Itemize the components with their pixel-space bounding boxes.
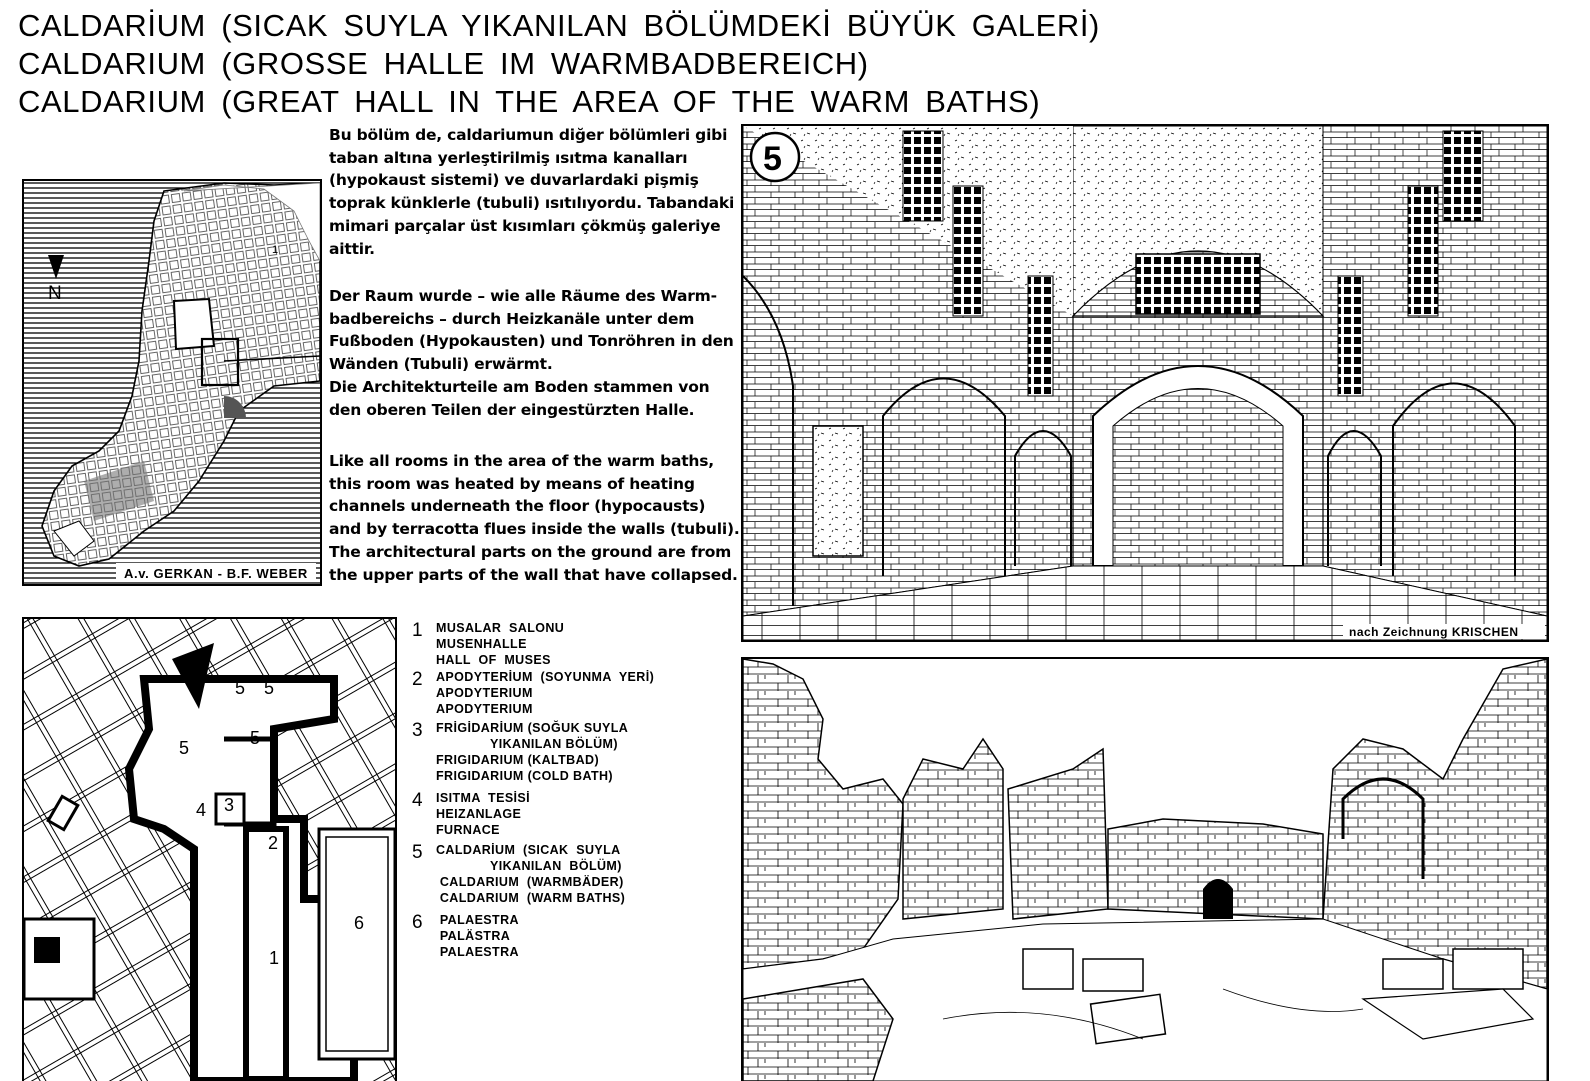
site-map-credit: A.v. GERKAN - B.F. WEBER bbox=[124, 566, 308, 581]
north-label: N bbox=[48, 283, 62, 304]
bath-plan bbox=[22, 617, 397, 1081]
legend-text: FRİGİDARİUM (SOĞUK SUYLA YIKANILAN BÖLÜM) FRIGIDARIUM (KALTBAD) FRIGIDARIUM (COLD BATH) bbox=[436, 721, 629, 783]
legend-text: MUSALAR SALONU MUSENHALLE HALL OF MUSES bbox=[436, 621, 565, 667]
plan-label-4: 4 bbox=[196, 800, 207, 820]
reconstruction-credit: nach Zeichnung KRISCHEN bbox=[1349, 625, 1519, 639]
view-number: 5 bbox=[763, 140, 782, 178]
plan-label-5b: 5 bbox=[264, 678, 275, 698]
description-turkish: Bu bölüm de, caldariumun diğer bölümleri gibi taban altına yerleştirilmiş ısıtma kanalları (hypokaust sistemi) ve duvarlardaki pişmiş toprak künklerle (tubuli) ısıtılıyordu. Tabandaki mimari parçalar üst kısımları çökmüş galeriye aittir. bbox=[329, 126, 735, 258]
legend-text: ISITMA TESİSİ HEIZANLAGE FURNACE bbox=[436, 791, 531, 837]
plan-label-6: 6 bbox=[354, 913, 365, 933]
legend-text: APODYTERİUM (SOYUNMA YERİ) APODYTERIUM APODYTERIUM bbox=[436, 670, 655, 716]
reconstruction-drawing bbox=[741, 124, 1549, 642]
site-map bbox=[22, 179, 322, 586]
description-german: Der Raum wurde – wie alle Räume des Warm- badbereichs – durch Heizkanäle unter dem Fußboden (Hypokausten) und Tonröhren in den Wänden (Tubuli) erwärmt. Die Architekturteile am Boden stammen von den oberen Teilen der eingestürzten Halle. bbox=[329, 287, 734, 419]
legend-number: 4 bbox=[412, 790, 423, 811]
legend-text: CALDARİUM (SICAK SUYLA YIKANILAN BÖLÜM) CALDARIUM (WARMBÄDER) CALDARIUM (WARM BATHS) bbox=[436, 843, 626, 905]
legend-number: 2 bbox=[412, 669, 423, 690]
title-german: CALDARIUM (GROSSE HALLE IM WARMBADBEREICH) bbox=[18, 46, 869, 81]
legend-number: 5 bbox=[412, 842, 423, 863]
site-map-number: 1 bbox=[272, 244, 279, 256]
plan-label-5a: 5 bbox=[235, 678, 246, 698]
ruins-drawing bbox=[741, 657, 1549, 1081]
title-english: CALDARIUM (GREAT HALL IN THE AREA OF THE WARM BATHS) bbox=[18, 84, 1041, 119]
plan-label-1: 1 bbox=[269, 948, 280, 968]
plan-label-2: 2 bbox=[268, 833, 279, 853]
legend-number: 6 bbox=[412, 912, 423, 933]
legend-number: 3 bbox=[412, 720, 423, 741]
title-turkish: CALDARİUM (SICAK SUYLA YIKANILAN BÖLÜMDEKİ BÜYÜK GALERİ) bbox=[18, 8, 1100, 43]
plan-label-3: 3 bbox=[224, 795, 235, 815]
plan-label-5c: 5 bbox=[179, 738, 190, 758]
legend-text: PALAESTRA PALÄSTRA PALAESTRA bbox=[439, 913, 519, 959]
legend-number: 1 bbox=[412, 620, 423, 641]
description-english: Like all rooms in the area of the warm baths, this room was heated by means of heating channels underneath the floor (hypocausts) and by terracotta flues inside the walls (tubuli). The architectural parts on the ground are from the upper parts of the wall that have collapsed. bbox=[329, 452, 740, 584]
plan-label-5d: 5 bbox=[250, 728, 261, 748]
